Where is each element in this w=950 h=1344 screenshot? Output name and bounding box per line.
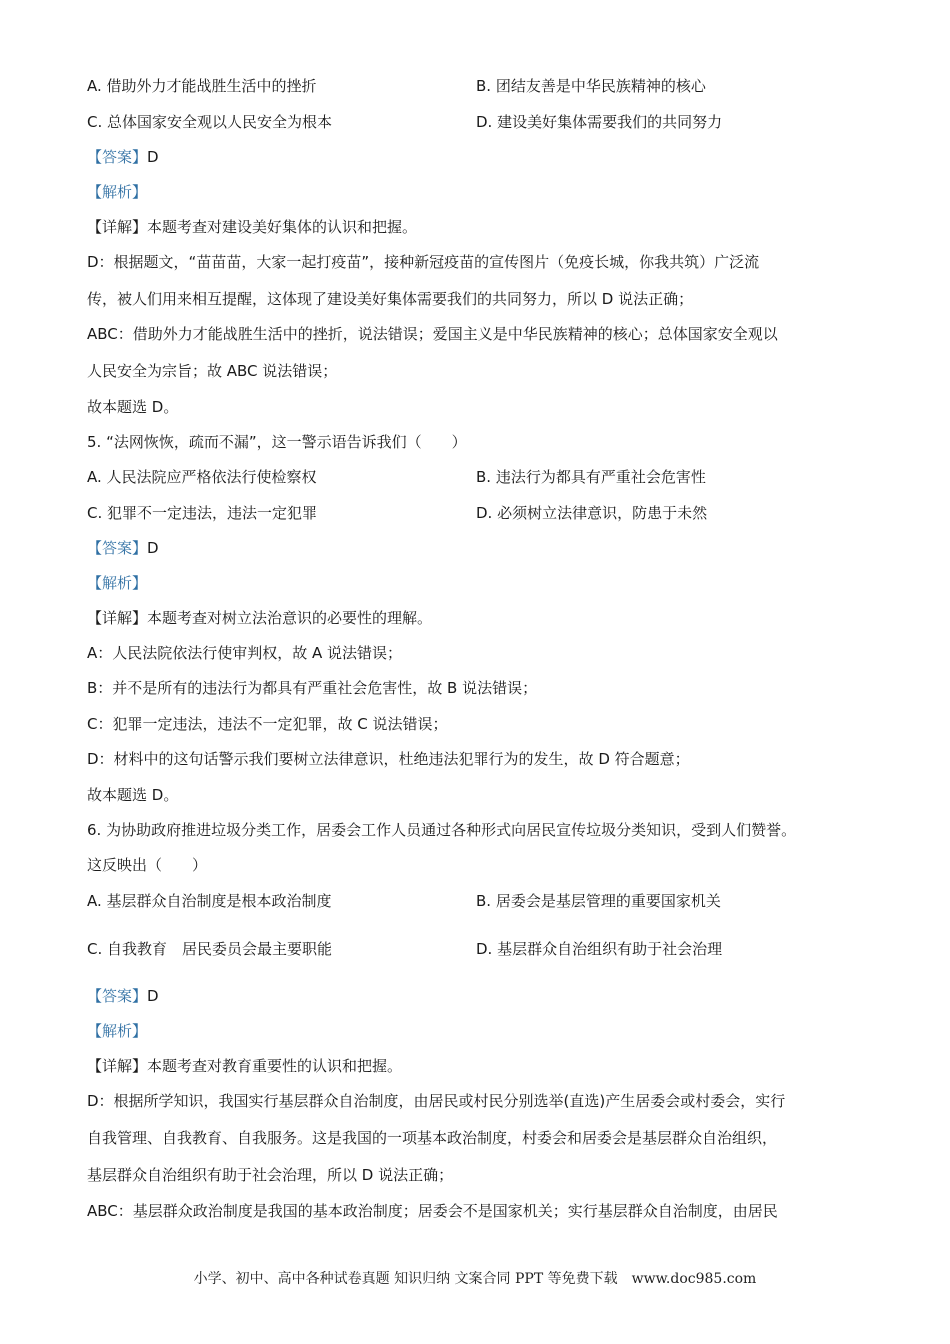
- q6-line-2: 自我管理、自我教育、自我服务。这是我国的一项基本政治制度，村委会和居委会是基层群众自治组织，: [87, 1129, 778, 1147]
- q4-option-a: A. 借助外力才能战胜生活中的挫折: [87, 77, 317, 95]
- answer-tag: 【答案】: [87, 539, 148, 557]
- q5-detail: 【详解】本题考查对树立法治意识的必要性的理解。: [87, 609, 433, 627]
- q6-stem-1: 6. 为协助政府推进垃圾分类工作，居委会工作人员通过各种形式向居民宣传垃圾分类知识，受到人们赞誉。: [87, 821, 797, 839]
- page-footer: 小学、初中、高中各种试卷真题 知识归纳 文案合同 PPT 等免费下载 www.doc985.com: [193, 1271, 757, 1287]
- answer-value: D: [147, 987, 159, 1005]
- q5-option-a: A. 人民法院应严格依法行使检察权: [87, 468, 317, 486]
- q6-stem-2: 这反映出（ ）: [87, 856, 208, 874]
- q5-analysis-tag: 【解析】: [87, 574, 148, 592]
- answer-tag: 【答案】: [87, 987, 148, 1005]
- q5-line-3: C：犯罪一定违法，违法不一定犯罪，故 C 说法错误；: [87, 715, 448, 733]
- q6-option-c: C. 自我教育 居民委员会最主要职能: [87, 940, 333, 958]
- q6-line-3: 基层群众自治组织有助于社会治理，所以 D 说法正确；: [87, 1166, 454, 1184]
- q6-line-4: ABC：基层群众政治制度是我国的基本政治制度；居委会不是国家机关；实行基层群众自治制度，由居民: [87, 1202, 778, 1220]
- q4-line-2: 传，被人们用来相互提醒，这体现了建设美好集体需要我们的共同努力，所以 D 说法正确；: [87, 290, 694, 308]
- answer-value: D: [147, 148, 159, 166]
- q4-option-d: D. 建设美好集体需要我们的共同努力: [476, 113, 723, 131]
- q4-line-1: D：根据题文，“苗苗苗，大家一起打疫苗”，接种新冠疫苗的宣传图片（免疫长城，你我共筑）广泛流: [87, 253, 760, 271]
- q4-line-4: 人民安全为宗旨；故 ABC 说法错误；: [87, 362, 338, 380]
- q4-analysis-tag: 【解析】: [87, 183, 148, 201]
- q4-option-b: B. 团结友善是中华民族精神的核心: [476, 77, 706, 95]
- q5-line-1: A：人民法院依法行使审判权，故 A 说法错误；: [87, 644, 403, 662]
- answer-tag: 【答案】: [87, 148, 148, 166]
- q6-line-1: D：根据所学知识，我国实行基层群众自治制度，由居民或村民分别选举(直选)产生居委会或村委会，实行: [87, 1092, 786, 1110]
- q5-line-5: 故本题选 D。: [87, 786, 179, 804]
- answer-value: D: [147, 539, 159, 557]
- q5-option-d: D. 必须树立法律意识，防患于未然: [476, 504, 708, 522]
- q6-option-b: B. 居委会是基层管理的重要国家机关: [476, 892, 721, 910]
- q6-answer: [87, 986, 870, 1006]
- q5-answer: [87, 538, 870, 558]
- q5-line-2: B：并不是所有的违法行为都具有严重社会危害性，故 B 说法错误；: [87, 679, 538, 697]
- q5-option-b: B. 违法行为都具有严重社会危害性: [476, 468, 706, 486]
- q5-stem: 5. “法网恢恢，疏而不漏”，这一警示语告诉我们（ ）: [87, 433, 467, 451]
- q5-line-4: D：材料中的这句话警示我们要树立法律意识，杜绝违法犯罪行为的发生，故 D 符合题意；: [87, 750, 690, 768]
- q4-line-5: 故本题选 D。: [87, 398, 179, 416]
- q4-option-c: C. 总体国家安全观以人民安全为根本: [87, 113, 333, 131]
- q6-analysis-tag: 【解析】: [87, 1022, 148, 1040]
- q4-answer: [87, 147, 870, 167]
- q6-detail: 【详解】本题考查对教育重要性的认识和把握。: [87, 1057, 403, 1075]
- q5-option-c: C. 犯罪不一定违法，违法一定犯罪: [87, 504, 318, 522]
- q6-option-a: A. 基层群众自治制度是根本政治制度: [87, 892, 332, 910]
- q4-detail: 【详解】本题考查对建设美好集体的认识和把握。: [87, 218, 418, 236]
- q4-line-3: ABC：借助外力才能战胜生活中的挫折，说法错误；爱国主义是中华民族精神的核心；总体国家安全观以: [87, 325, 778, 343]
- q6-option-d: D. 基层群众自治组织有助于社会治理: [476, 940, 723, 958]
